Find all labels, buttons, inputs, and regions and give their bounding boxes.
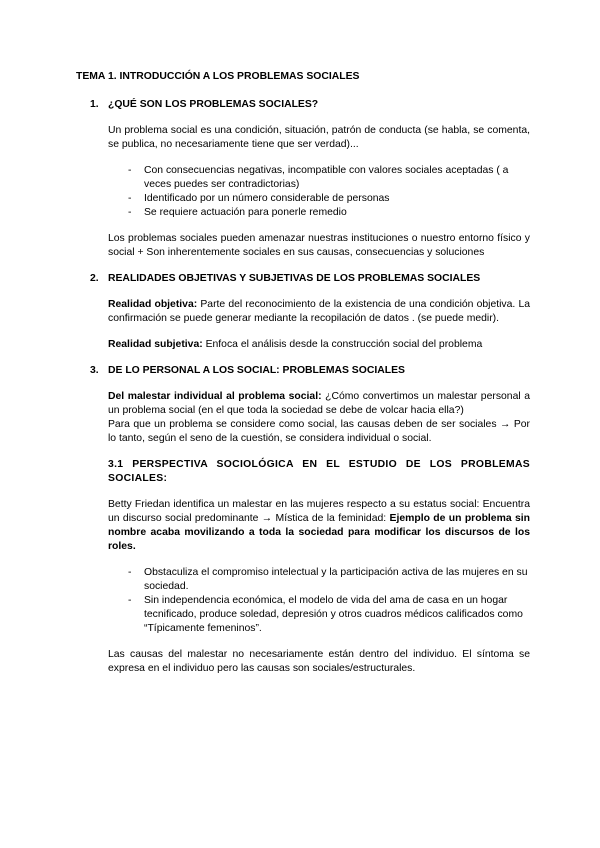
bullet-list <box>108 164 530 220</box>
paragraph: Las causas del malestar no necesariamente están dentro del individuo. El síntoma se expresa en el individuo pero las causas son sociales/estructurales. <box>108 649 530 674</box>
list-item: - Obstaculiza el compromiso intelectual y la participación activa de las mujeres en su sociedad. <box>128 567 528 592</box>
section-title: ¿QUÉ SON LOS PROBLEMAS SOCIALES? <box>108 99 319 110</box>
section-2-heading <box>76 272 530 286</box>
section-3-body <box>108 390 530 676</box>
list-item: - Identificado por un número considerable de personas <box>128 193 390 204</box>
paragraph-subjective: Realidad subjetiva: Enfoca el análisis desde la construcción social del problema <box>108 339 483 350</box>
paragraph-objective: Realidad objetiva: Parte del reconocimiento de la existencia de una condición objetiva. La confirmación se puede generar mediante la recopilación de datos . (se puede medir). <box>108 299 531 324</box>
paragraph: Un problema social es una condición, situación, patrón de conducta (se habla, se comenta, se publica, no necesariamente tiene que ser verdad)... <box>108 125 530 150</box>
document-title: TEMA 1. INTRODUCCIÓN A LOS PROBLEMAS SOCIALES <box>76 71 360 82</box>
paragraph: Los problemas sociales pueden amenazar nuestras instituciones o nuestro entorno físico y social + Son inherentemente sociales en sus causas, consecuencias y soluciones <box>108 233 530 258</box>
section-1-body <box>108 124 530 260</box>
term-label: Del malestar individual al problema social: <box>108 391 322 402</box>
section-1-heading <box>76 98 530 112</box>
section-2-body <box>108 298 530 352</box>
section-number: 1. <box>90 99 99 110</box>
section-title: DE LO PERSONAL A LOS SOCIAL: PROBLEMAS SOCIALES <box>108 365 405 376</box>
term-label: Realidad objetiva: <box>108 299 198 310</box>
paragraph-malestar: Del malestar individual al problema social: ¿Cómo convertimos un malestar personal a un problema social (en el que toda la sociedad se debe de volcar hacia ella?) <box>108 391 530 416</box>
subsection-heading: 3.1 PERSPECTIVA SOCIOLÓGICA EN EL ESTUDIO DE LOS PROBLEMAS SOCIALES: <box>108 459 530 484</box>
list-item: - Se requiere actuación para ponerle remedio <box>128 207 347 218</box>
paragraph-friedan: Betty Friedan identifica un malestar en las mujeres respecto a su estatus social: Encuentra un discurso social predominante → Mística de la feminidad: Ejemplo de un problema sin nombre acaba movilizando a toda la sociedad para modificar los discursos de los roles. <box>108 499 530 552</box>
term-label: Realidad subjetiva: <box>108 339 203 350</box>
bullet-list <box>108 566 530 636</box>
section-number: 3. <box>90 365 99 376</box>
section-title: REALIDADES OBJETIVAS Y SUBJETIVAS DE LOS PROBLEMAS SOCIALES <box>108 273 481 284</box>
list-item: - Sin independencia económica, el modelo de vida del ama de casa en un hogar tecnificado, produce soledad, depresión y otros cuadros médicos calificados como “Típicamente femeninos”. <box>128 595 523 634</box>
section-number: 2. <box>90 273 99 284</box>
paragraph: Para que un problema se considere como social, las causas deben de ser sociales → Por lo tanto, según el seno de la cuestión, se considera individual o social. <box>108 419 530 444</box>
list-item: - Con consecuencias negativas, incompatible con valores sociales aceptadas ( a veces puedes ser contradictorias) <box>128 165 509 190</box>
section-3-heading <box>76 364 530 378</box>
